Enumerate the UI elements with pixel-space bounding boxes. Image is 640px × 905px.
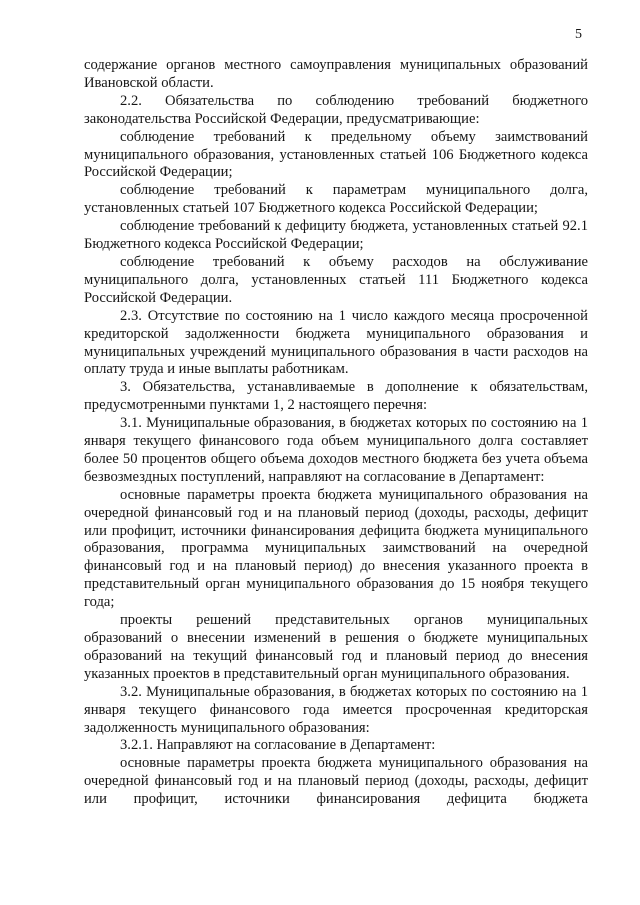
paragraph: 2.2. Обязательства по соблюдению требований бюджетного законодательства Российской Федерации, предусматривающие:: [84, 92, 588, 127]
document-body: [84, 57, 588, 809]
paragraph: соблюдение требований к параметрам муниципального долга, установленных статьей 107 Бюджетного кодекса Российской Федерации;: [84, 182, 588, 217]
paragraph: проекты решений представительных органов муниципальных образований о внесении изменений в решения о бюджете муниципальных образований на текущий финансовый год и плановый период до внесения указанных проектов в представительный орган муниципального образования.: [84, 612, 588, 682]
paragraph: соблюдение требований к предельному объему заимствований муниципального образования, установленных статьей 106 Бюджетного кодекса Российской Федерации;: [84, 128, 588, 181]
paragraph: основные параметры проекта бюджета муниципального образования на очередной финансовый год и на плановый период (доходы, расходы, дефицит или профицит, источники финансирования дефицита бюджета муниципального образования, программа муниципальных заимствований на очередной финансовый год и на плановый период) до внесения указанного проекта в представительный орган муниципального образования до 15 ноября текущего года;: [84, 486, 588, 611]
paragraph: содержание органов местного самоуправления муниципальных образований Ивановской области.: [84, 57, 588, 91]
paragraph: 3.2.1. Направляют на согласование в Департамент:: [120, 737, 436, 754]
paragraph: 2.3. Отсутствие по состоянию на 1 число каждого месяца просроченной кредиторской задолженности бюджета муниципального образования и муниципальных учреждений муниципального образования в части расходов на оплату труда и иные выплаты работникам.: [84, 307, 588, 378]
paragraph: соблюдение требований к дефициту бюджета, установленных статьей 92.1 Бюджетного кодекса Российской Федерации;: [84, 218, 588, 253]
paragraph: основные параметры проекта бюджета муниципального образования на очередной финансовый год и на плановый период (доходы, расходы, дефицит или профицит, источники финансирования дефицита бюджета: [84, 755, 588, 808]
paragraph: 3.2. Муниципальные образования, в бюджетах которых по состоянию на 1 января текущего финансового года имеется просроченная кредиторская задолженность муниципального образования:: [84, 683, 588, 736]
paragraph: 3. Обязательства, устанавливаемые в дополнение к обязательствам, предусмотренными пунктами 1, 2 настоящего перечня:: [84, 379, 588, 414]
page-number: 5: [575, 27, 582, 42]
paragraph: 3.1. Муниципальные образования, в бюджетах которых по состоянию на 1 января текущего финансового года объем муниципального долга составляет более 50 процентов общего объема доходов местного бюджета без учета объема безвозмездных поступлений, направляют на согласование в Департамент:: [84, 415, 588, 485]
paragraph: соблюдение требований к объему расходов на обслуживание муниципального долга, установленных статьей 111 Бюджетного кодекса Российской Федерации.: [84, 253, 588, 306]
